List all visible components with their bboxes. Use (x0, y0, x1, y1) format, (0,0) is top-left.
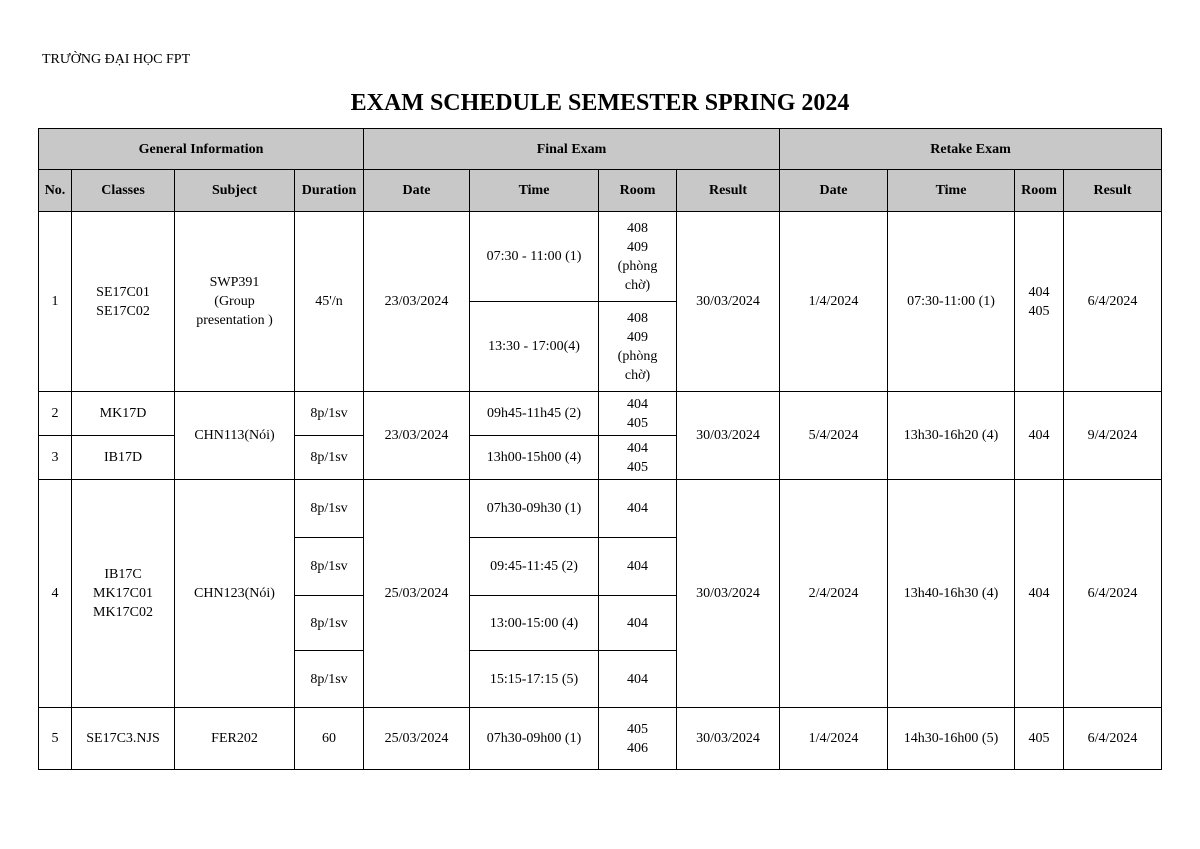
row-subject: CHN123(Nói) (175, 480, 295, 708)
row-classes (72, 212, 175, 392)
room-line: chờ) (624, 277, 651, 293)
room-line: 409 (627, 329, 649, 345)
row-final-time: 13:00-15:00 (4) (470, 596, 599, 651)
row-final-room (599, 708, 677, 770)
row-retake-room (1015, 212, 1064, 392)
row-final-room (599, 436, 677, 480)
row-retake-time: 13h30-16h20 (4) (888, 392, 1015, 480)
row-retake-result: 9/4/2024 (1064, 392, 1162, 480)
row-final-room (599, 212, 677, 302)
col-classes: Classes (72, 170, 175, 212)
row-final-room: 404 (599, 651, 677, 708)
room-line: (phòng (617, 348, 658, 364)
row-retake-date: 1/4/2024 (780, 708, 888, 770)
col-final-time: Time (470, 170, 599, 212)
row-classes: IB17D (72, 436, 175, 480)
row-final-room: 404 (599, 480, 677, 538)
row-retake-result: 6/4/2024 (1064, 212, 1162, 392)
room-line: 404 (627, 440, 649, 456)
row-final-room (599, 302, 677, 392)
class-name: SE17C01 (96, 284, 150, 300)
row-retake-result: 6/4/2024 (1064, 480, 1162, 708)
group-final-header: Final Exam (364, 129, 780, 170)
col-retake-result: Result (1064, 170, 1162, 212)
row-retake-result: 6/4/2024 (1064, 708, 1162, 770)
row-classes (72, 480, 175, 708)
col-retake-date: Date (780, 170, 888, 212)
col-final-room: Room (599, 170, 677, 212)
row-final-result: 30/03/2024 (677, 480, 780, 708)
row-retake-time: 07:30-11:00 (1) (888, 212, 1015, 392)
row-retake-time: 13h40-16h30 (4) (888, 480, 1015, 708)
row-retake-date: 5/4/2024 (780, 392, 888, 480)
table-row (39, 708, 1162, 770)
row-retake-date: 1/4/2024 (780, 212, 888, 392)
table-row (39, 392, 1162, 436)
room-line: 406 (627, 740, 649, 756)
row-final-room (599, 392, 677, 436)
row-duration: 8p/1sv (295, 392, 364, 436)
row-duration: 8p/1sv (295, 436, 364, 480)
row-final-time: 13h00-15h00 (4) (470, 436, 599, 480)
row-final-result: 30/03/2024 (677, 212, 780, 392)
row-retake-time: 14h30-16h00 (5) (888, 708, 1015, 770)
class-name: SE17C02 (96, 303, 150, 319)
row-retake-room: 405 (1015, 708, 1064, 770)
col-duration: Duration (295, 170, 364, 212)
room-line: (phòng (617, 258, 658, 274)
page-title: EXAM SCHEDULE SEMESTER SPRING 2024 (350, 90, 850, 116)
subject-line: (Group (214, 294, 255, 309)
class-name: MK17C01 (93, 586, 153, 601)
column-header-row (39, 170, 1162, 212)
row-no: 5 (39, 708, 72, 770)
room-line: 405 (627, 721, 649, 737)
row-subject: FER202 (175, 708, 295, 770)
row-retake-room: 404 (1015, 392, 1064, 480)
table-row (39, 480, 1162, 538)
col-no: No. (39, 170, 72, 212)
table-row (39, 212, 1162, 302)
row-final-date: 25/03/2024 (364, 708, 470, 770)
col-subject: Subject (175, 170, 295, 212)
row-retake-date: 2/4/2024 (780, 480, 888, 708)
row-final-result: 30/03/2024 (677, 392, 780, 480)
row-duration: 8p/1sv (295, 480, 364, 538)
room-line: 405 (627, 459, 649, 475)
row-final-time: 13:30 - 17:00(4) (470, 302, 599, 392)
subject-line: presentation ) (196, 313, 273, 328)
group-general-header: General Information (39, 129, 364, 170)
row-final-time: 09:45-11:45 (2) (470, 538, 599, 596)
row-no: 1 (39, 212, 72, 392)
group-retake-header: Retake Exam (780, 129, 1162, 170)
col-retake-time: Time (888, 170, 1015, 212)
row-no: 2 (39, 392, 72, 436)
row-final-date: 25/03/2024 (364, 480, 470, 708)
room-line: 404 (627, 396, 649, 412)
row-retake-room: 404 (1015, 480, 1064, 708)
row-no: 3 (39, 436, 72, 480)
row-duration: 8p/1sv (295, 651, 364, 708)
col-final-result: Result (677, 170, 780, 212)
col-final-date: Date (364, 170, 470, 212)
subject-line: SWP391 (209, 275, 260, 290)
room-line: 405 (627, 415, 649, 431)
row-subject: CHN113(Nói) (175, 392, 295, 480)
row-final-time: 07:30 - 11:00 (1) (470, 212, 599, 302)
row-final-date: 23/03/2024 (364, 392, 470, 480)
row-duration: 60 (295, 708, 364, 770)
room-line: 404 (1028, 284, 1050, 300)
row-final-time: 07h30-09h30 (1) (470, 480, 599, 538)
exam-schedule-table (38, 128, 1162, 770)
row-duration: 45'/n (295, 212, 364, 392)
row-classes: MK17D (72, 392, 175, 436)
row-no: 4 (39, 480, 72, 708)
row-duration: 8p/1sv (295, 538, 364, 596)
row-final-result: 30/03/2024 (677, 708, 780, 770)
group-header-row (39, 129, 1162, 170)
row-classes: SE17C3.NJS (72, 708, 175, 770)
row-final-time: 15:15-17:15 (5) (470, 651, 599, 708)
row-final-room: 404 (599, 596, 677, 651)
row-final-date: 23/03/2024 (364, 212, 470, 392)
room-line: chờ) (624, 367, 651, 383)
row-subject (175, 212, 295, 392)
class-name: IB17C (104, 567, 142, 582)
row-final-time: 07h30-09h00 (1) (470, 708, 599, 770)
row-final-time: 09h45-11h45 (2) (470, 392, 599, 436)
class-name: MK17C02 (93, 605, 153, 620)
room-line: 409 (627, 239, 649, 255)
row-final-room: 404 (599, 538, 677, 596)
room-line: 408 (627, 310, 649, 326)
room-line: 405 (1028, 303, 1050, 319)
col-retake-room: Room (1015, 170, 1064, 212)
room-line: 408 (627, 220, 649, 236)
school-name: TRƯỜNG ĐẠI HỌC FPT (42, 52, 191, 67)
row-duration: 8p/1sv (295, 596, 364, 651)
